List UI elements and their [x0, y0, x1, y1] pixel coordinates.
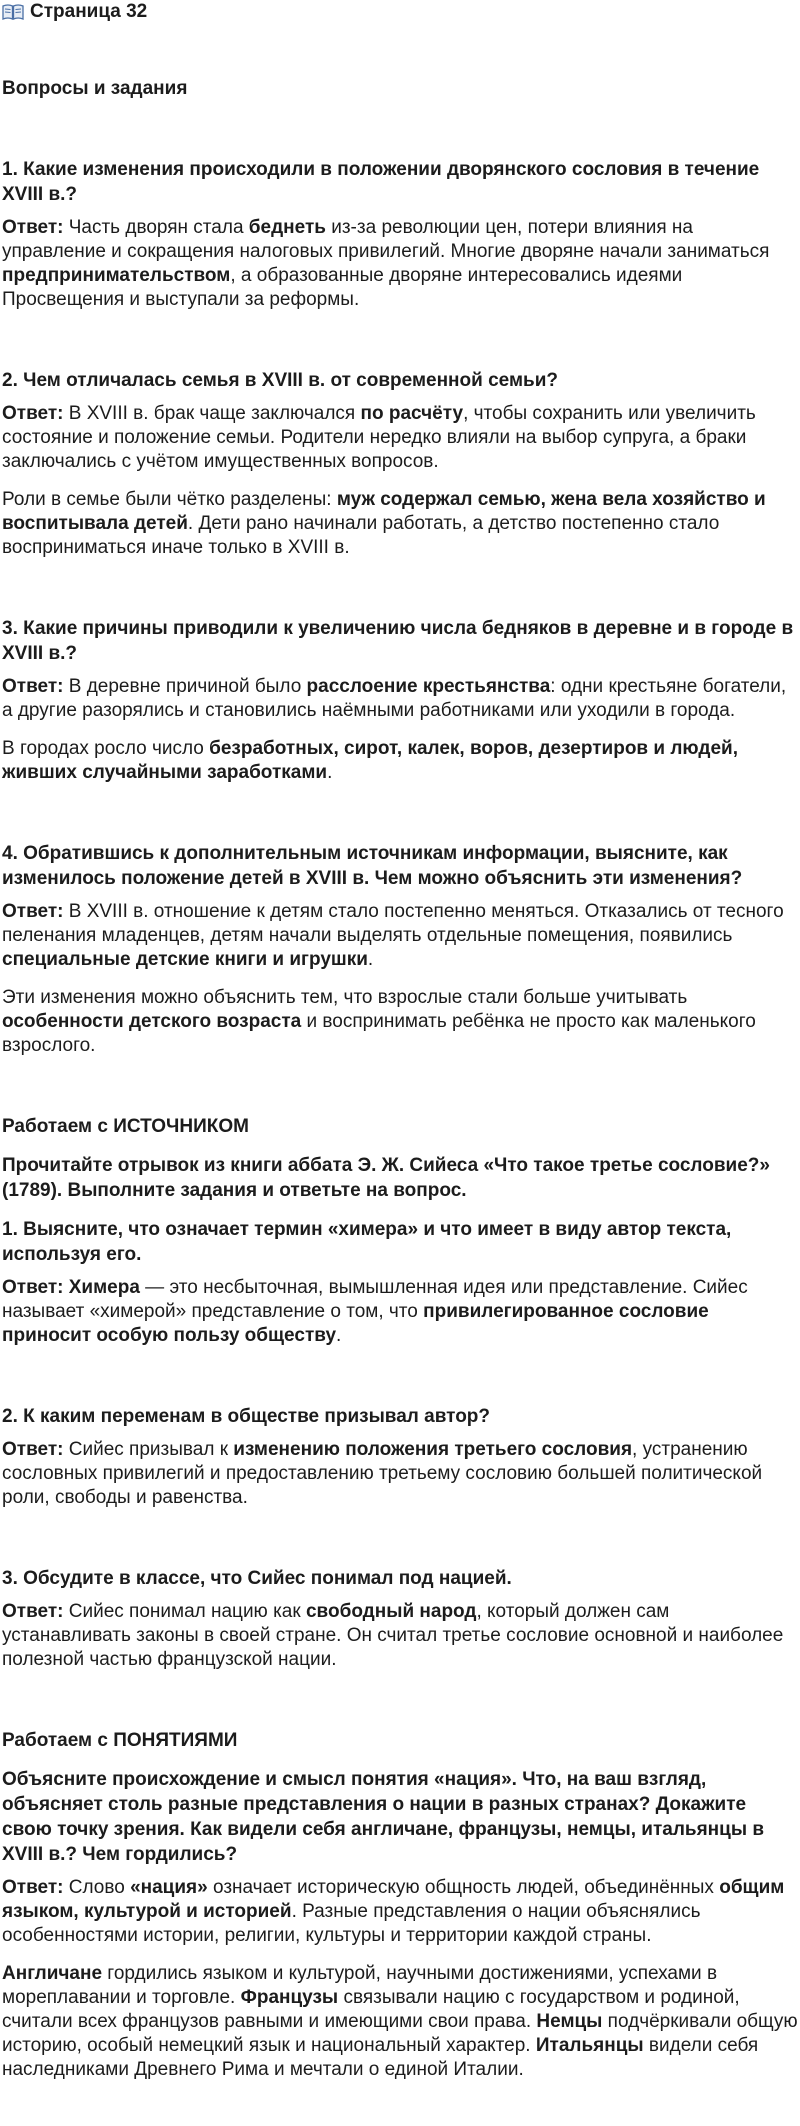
answer-label: Ответ: — [2, 217, 64, 238]
concepts-answer: Ответ: Слово «нация» означает историческую общность людей, объединённых общим языком, культурой и историей. Разные представления о нации объяснялись особенностями истории, религии, культуры и территории каждой страны. — [2, 1877, 785, 1946]
section-heading: Вопросы и задания — [2, 78, 188, 99]
answer-label: Ответ: — [2, 676, 64, 697]
concepts-question: Объясните происхождение и смысл понятия «нация». Что, на ваш взгляд, объясняет столь разные представления о нации в разных странах? Докажите свою точку зрения. Как видели себя англичане, французы, немцы, итальянцы в XVIII в.? Чем гордились? — [2, 1769, 765, 1865]
question-1: 1. Какие изменения происходили в положении дворянского сословия в течение XVIII в.? — [2, 159, 760, 205]
source-answer-2: Ответ: Сийес призывал к изменению положения третьего сословия, устранению сословных привилегий и предоставлению третьему сословию большей политической роли, свободы и равенства. — [2, 1439, 763, 1508]
answer-3-paragraph-2: В городах росло число безработных, сирот, калек, воров, дезертиров и людей, живших случайными заработками. — [2, 738, 738, 783]
answer-3: Ответ: В деревне причиной было расслоение крестьянства: одни крестьяне богатели, а другие разорялись и становились наёмными работниками или уходили в города. — [2, 676, 787, 721]
answer-label: Ответ: — [2, 1439, 64, 1460]
answer-4: Ответ: В XVIII в. отношение к детям стало постепенно меняться. Отказались от тесного пеленания младенцев, детям начали выделять отдельные помещения, появились специальные детские книги и игрушки. — [2, 901, 784, 970]
source-intro: Прочитайте отрывок из книги аббата Э. Ж. Сийеса «Что такое третье сословие?» (1789). Выполните задания и ответьте на вопрос. — [2, 1155, 770, 1201]
answer-label: Ответ: — [2, 1877, 64, 1898]
source-answer-1: Ответ: Химера — это несбыточная, вымышленная идея или представление. Сийес называет «химерой» представление о том, что привилегированное сословие приносит особую пользу обществу. — [2, 1277, 748, 1346]
open-book-icon — [2, 3, 24, 21]
answer-label: Ответ: — [2, 1601, 64, 1622]
source-question-1: 1. Выясните, что означает термин «химера» и что имеет в виду автор текста, используя его. — [2, 1219, 732, 1265]
source-question-3: 3. Обсудите в классе, что Сийес понимал под нацией. — [2, 1568, 512, 1589]
answer-2: Ответ: В XVIII в. брак чаще заключался по расчёту, чтобы сохранить или увеличить состояние и положение семьи. Родители нередко влияли на выбор супруга, а браки заключались с учётом имущественных вопросов. — [2, 403, 756, 472]
question-4: 4. Обратившись к дополнительным источникам информации, выясните, как изменилось положение детей в XVIII в. Чем можно объяснить эти изменения? — [2, 843, 743, 889]
answer-1: Ответ: Часть дворян стала беднеть из-за революции цен, потери влияния на управление и сокращения налоговых привилегий. Многие дворяне начали заниматься предпринимательством, а образованные дворяне интересовались идеями Просвещения и выступали за реформы. — [2, 217, 770, 310]
question-2: 2. Чем отличалась семья в XVIII в. от современной семьи? — [2, 370, 559, 391]
answer-2-paragraph-2: Роли в семье были чётко разделены: муж содержал семью, жена вела хозяйство и воспитывала детей. Дети рано начинали работать, а детство постепенно стало восприниматься иначе только в XVIII в. — [2, 489, 766, 558]
concepts-answer-paragraph-2: Англичане гордились языком и культурой, научными достижениями, успехами в мореплавании и торговле. Французы связывали нацию с государством и родиной, считали всех французов равными и имеющими свои права. Немцы подчёркивали общую историю, особый немецкий язык и национальный характер. Итальянцы видели себя наследниками Древнего Рима и мечтали о единой Италии. — [2, 1963, 798, 2080]
answer-label: Ответ: — [2, 403, 64, 424]
page-title — [2, 0, 800, 24]
answer-4-paragraph-2: Эти изменения можно объяснить тем, что взрослые стали больше учитывать особенности детского возраста и воспринимать ребёнка не просто как маленького взрослого. — [2, 987, 756, 1056]
question-3: 3. Какие причины приводили к увеличению числа бедняков в деревне и в городе в XVIII в.? — [2, 618, 794, 664]
source-section-heading: Работаем с ИСТОЧНИКОМ — [2, 1116, 249, 1137]
page-title-text: Страница 32 — [30, 1, 148, 22]
source-answer-3: Ответ: Сийес понимал нацию как свободный народ, который должен сам устанавливать законы в своей стране. Он считал третье сословие основной и наиболее полезной частью французской нации. — [2, 1601, 784, 1670]
answer-label: Ответ: — [2, 1277, 64, 1298]
concepts-section-heading: Работаем с ПОНЯТИЯМИ — [2, 1730, 238, 1751]
answer-label: Ответ: — [2, 901, 64, 922]
source-question-2: 2. К каким переменам в обществе призывал автор? — [2, 1406, 491, 1427]
